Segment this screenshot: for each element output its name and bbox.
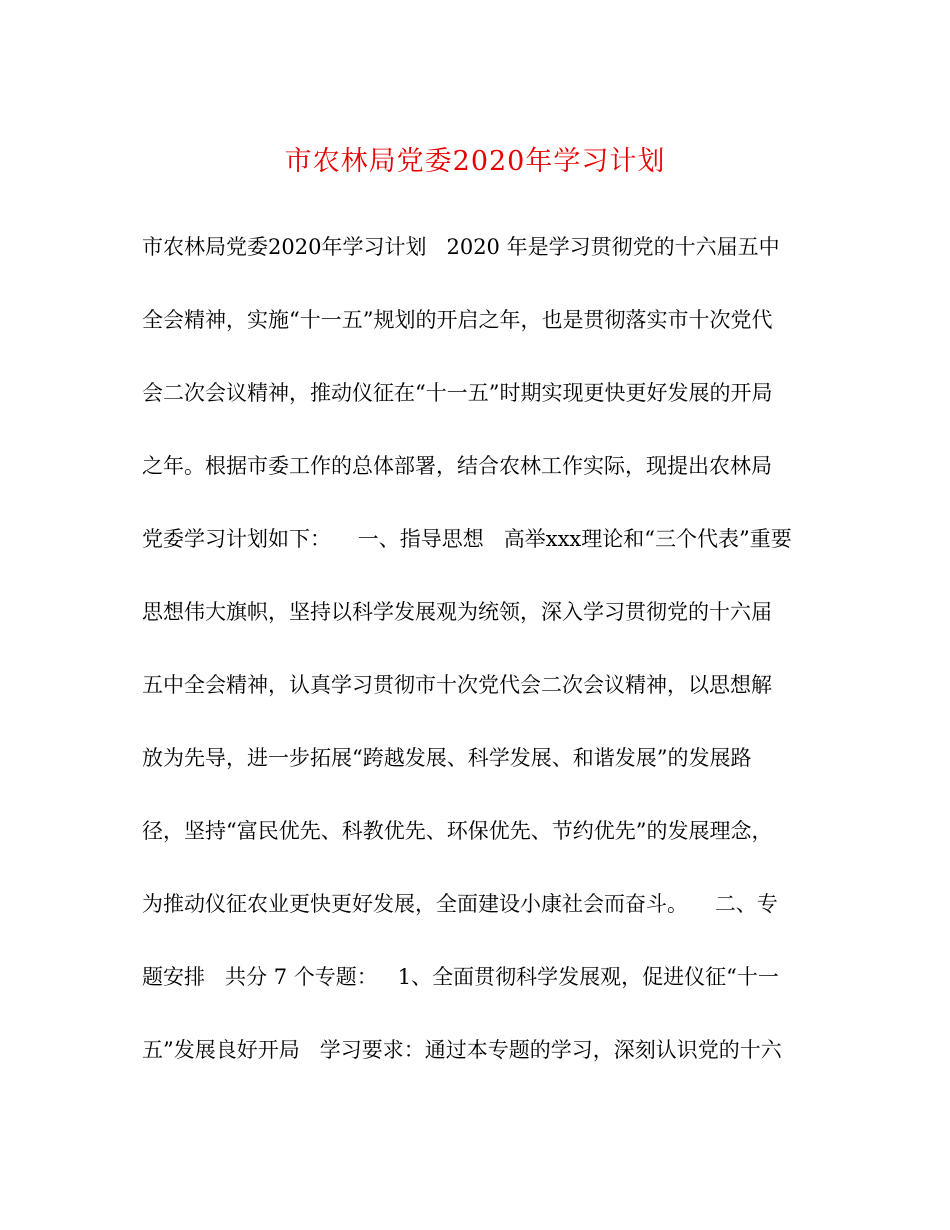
body-line: 思想伟大旗帜，坚持以科学发展观为统领，深入学习贯彻党的十六届 [142, 600, 772, 624]
document-body [142, 229, 822, 1105]
body-line: 五中全会精神，认真学习贯彻市十次党代会二次会议精神，以思想解 [142, 673, 772, 697]
body-line: 会二次会议精神，推动仪征在“十一五”时期实现更快更好发展的开局 [142, 381, 773, 405]
body-line: 市农林局党委2020年学习计划 2020 年是学习贯彻党的十六届五中 [142, 235, 780, 259]
body-line: 为推动仪征农业更快更好发展，全面建设小康社会而奋斗。 二、专 [142, 892, 778, 916]
body-line: 全会精神，实施“十一五”规划的开启之年，也是贯彻落实市十次党代 [142, 308, 773, 332]
body-line: 径，坚持“富民优先、科教优先、环保优先、节约优先”的发展理念， [142, 819, 773, 843]
body-line: 党委学习计划如下： 一、指导思想 高举xxx理论和“三个代表”重要 [142, 527, 792, 551]
body-line: 之年。根据市委工作的总体部署，结合农林工作实际，现提出农林局 [142, 454, 772, 478]
body-line: 五”发展良好开局 学习要求：通过本专题的学习，深刻认识党的十六 [142, 1038, 782, 1062]
body-line: 放为先导，进一步拓展“跨越发展、科学发展、和谐发展”的发展路 [142, 746, 752, 770]
document-title: 市农林局党委2020年学习计划 [284, 146, 666, 177]
body-line: 题安排 共分 7 个专题： 1、全面贯彻科学发展观，促进仪征“十一 [142, 965, 779, 989]
